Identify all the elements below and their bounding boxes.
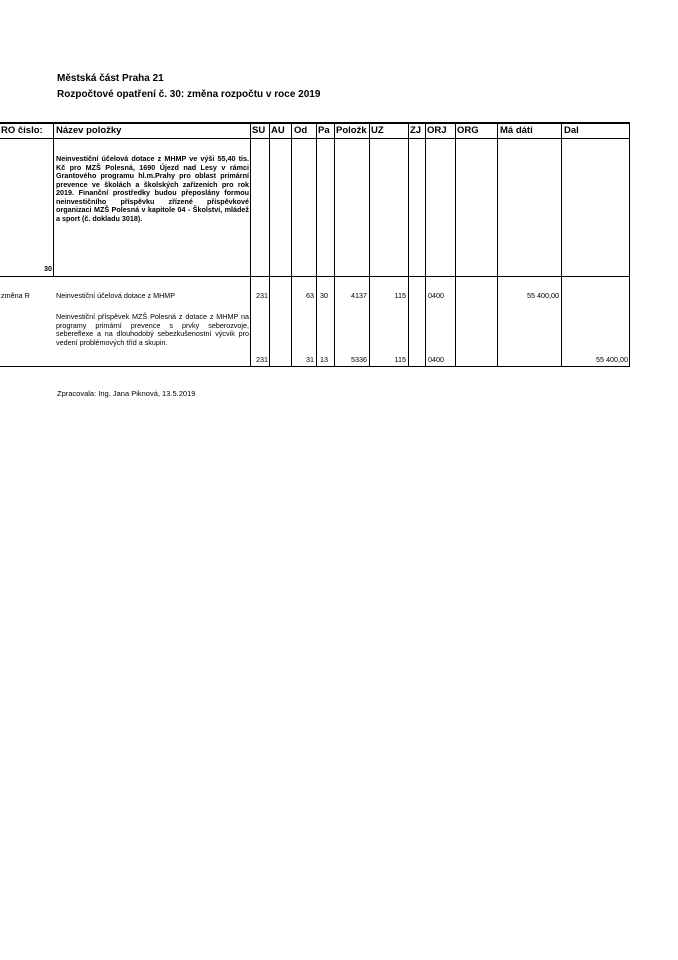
row1-pa: 30	[320, 291, 328, 300]
col-header-orj: ORJ	[427, 125, 447, 136]
header-bottom-border	[0, 138, 630, 139]
row2-orj: 0400	[428, 355, 444, 364]
col-header-au: AU	[271, 125, 285, 136]
col-divider	[250, 122, 251, 367]
row2-name: Neinvestiční příspěvek MZŠ Polesná z dotace z MHMP na programy primární prevence s prvky seberozvoje, sebereflexe a na dlouhodobý sebezkušenostní výcvik pro vedení problémových tříd a skupin.	[56, 312, 249, 347]
prepared-by: Zpracovala: Ing. Jana Piknová, 13.5.2019	[57, 389, 196, 398]
col-divider	[269, 122, 270, 367]
row1-polozka: 4137	[351, 291, 367, 300]
document-title: Rozpočtové opatření č. 30: změna rozpočtu v roce 2019	[57, 89, 321, 100]
col-divider	[316, 122, 317, 367]
municipality-title: Městská část Praha 21	[57, 73, 164, 84]
row2-su: 231	[256, 355, 268, 364]
row2-polozka: 5336	[351, 355, 367, 364]
col-header-name: Název položky	[56, 125, 122, 136]
col-divider	[291, 122, 292, 367]
col-divider	[561, 122, 562, 367]
col-divider	[334, 122, 335, 367]
ro-number: 30	[44, 264, 52, 273]
col-header-su: SU	[252, 125, 266, 136]
col-header-org: ORG	[457, 125, 479, 136]
col-header-ro: RO číslo:	[1, 125, 43, 136]
col-divider	[369, 122, 370, 367]
col-header-polozka: Položk	[336, 125, 367, 136]
col-divider	[425, 122, 426, 367]
row2-od: 31	[306, 355, 314, 364]
row1-ro: změna R	[1, 291, 30, 300]
row2-pa: 13	[320, 355, 328, 364]
row1-ma-dati: 55 400,00	[527, 291, 559, 300]
row1-orj: 0400	[428, 291, 444, 300]
row1-uz: 115	[394, 291, 406, 300]
col-divider	[629, 122, 630, 367]
col-divider	[53, 122, 54, 277]
row2-uz: 115	[394, 355, 406, 364]
col-divider	[455, 122, 456, 367]
col-header-zj: ZJ	[410, 125, 422, 136]
col-header-od: Od	[294, 125, 308, 136]
col-header-uz: UZ	[371, 125, 384, 136]
col-divider	[497, 122, 498, 367]
col-divider	[408, 122, 409, 367]
row1-od: 63	[306, 291, 314, 300]
row1-name: Neinvestiční účelová dotace z MHMP	[56, 291, 176, 300]
row2-dal: 55 400,00	[596, 355, 628, 364]
block-bottom-border	[0, 276, 630, 277]
measure-description: Neinvestiční účelová dotace z MHMP ve výši 55,40 tis. Kč pro MZŠ Polesná, 1690 Újezd nad Lesy v rámci Grantového programu hl.m.Prahy pro oblast primární prevence ve školách a školských zařízeních pro rok 2019. Finanční prostředky budou přeposlány formou neinvestičního příspěvku zřízené příspěvkové organizaci MZŠ Polesná v kapitole 04 - Školství, mládež a sport (č. dokladu 3018).	[56, 154, 249, 223]
table-bottom-border	[0, 366, 630, 367]
col-header-dal: Dal	[564, 125, 579, 136]
col-header-pa: Pa	[318, 125, 330, 136]
col-header-ma-dati: Má dáti	[500, 125, 533, 136]
row1-su: 231	[256, 291, 268, 300]
